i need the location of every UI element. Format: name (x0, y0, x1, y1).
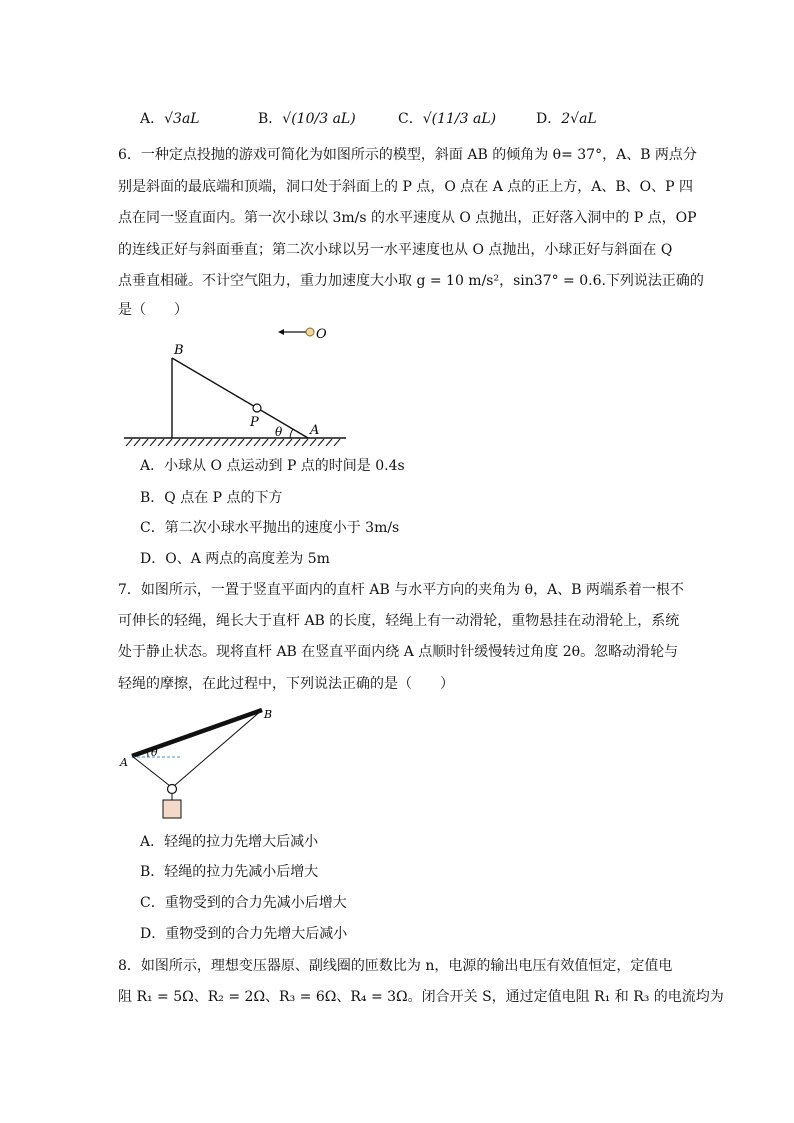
ball-o (306, 328, 314, 336)
q5-option-b (258, 108, 356, 128)
incline-ab (172, 358, 308, 438)
label-theta: θ (275, 425, 283, 439)
label-o: O (316, 327, 327, 342)
q7-option-c: C．重物受到的合力先减小后增大 (140, 895, 347, 911)
q6-option-b: B．Q 点在 P 点的下方 (140, 490, 283, 506)
q7-option-d: D．重物受到的合力先增大后减小 (140, 926, 348, 942)
q6-figure (118, 318, 358, 450)
q5-option-d-expr: 2√aL (561, 111, 597, 127)
q5-option-a-label: A． (140, 111, 165, 127)
q7-line-3: 处于静止状态。现将直杆 AB 在竖直平面内绕 A 点顺时针缓慢转过角度 2θ。忽略动滑轮与 (118, 644, 679, 660)
q6-option-c: C．第二次小球水平抛出的速度小于 3m/s (140, 520, 400, 536)
q6-line-5: 点垂直相碰。不计空气阻力，重力加速度大小取 g = 10 m/s²，sin37° = 0.6.下列说法正确的 (118, 273, 704, 289)
angle-arc (290, 429, 293, 438)
q5-option-b-label: B． (258, 111, 283, 127)
q7-option-a: A．轻绳的拉力先增大后减小 (140, 834, 319, 850)
q5-option-c (398, 108, 496, 128)
q5-option-d-label: D． (536, 111, 562, 127)
q6-line-4: 的连线正好与斜面垂直；第二次小球以另一水平速度也从 O 点抛出，小球正好与斜面在 Q (118, 242, 673, 258)
q7-line-1: 7．如图所示，一置于竖直平面内的直杆 AB 与水平方向的夹角为 θ，A、B 两端系着一根不 (118, 582, 684, 598)
label-a: A (120, 756, 128, 769)
label-b: B (174, 343, 184, 358)
label-a: A (310, 423, 320, 438)
q5-option-c-label: C． (398, 111, 423, 127)
q6-line-1: 6．一种定点投抛的游戏可简化为如图所示的模型，斜面 AB 的倾角为 θ= 37°，A、B 两点分 (118, 147, 697, 163)
q5-option-a-expr: √3aL (164, 111, 200, 127)
q6-option-d: D．O、A 两点的高度差为 5m (140, 551, 330, 567)
q5-option-a (140, 108, 200, 128)
q6-option-a: A．小球从 O 点运动到 P 点的时间是 0.4s (140, 458, 405, 474)
hole-p (253, 404, 261, 412)
q6-line-2: 别是斜面的最底端和顶端，洞口处于斜面上的 P 点，O 点在 A 点的正上方，A、B、O、P 四 (118, 179, 694, 195)
weight-block (163, 800, 181, 818)
q7-figure (118, 704, 288, 824)
q5-option-b-expr: √(10/3 aL) (282, 111, 356, 127)
q6-line-3: 点在同一竖直面内。第一次小球以 3m/s 的水平速度从 O 点抛出，正好落入洞中的 P 点，OP (118, 210, 697, 226)
q8-line-1: 8．如图所示，理想变压器原、副线圈的匝数比为 n，电源的输出电压有效值恒定，定值电 (118, 958, 673, 974)
rope-a (132, 756, 170, 786)
q5-option-d (536, 108, 597, 128)
pulley-icon (168, 785, 177, 794)
arrow-head-icon (278, 329, 284, 335)
label-p: P (250, 415, 259, 430)
q7-line-2: 可伸长的轻绳，绳长大于直杆 AB 的长度，轻绳上有一动滑轮，重物悬挂在动滑轮上，系统 (118, 613, 680, 629)
label-b: B (264, 708, 273, 721)
ground-hatching (126, 439, 340, 446)
rope-b (174, 710, 262, 786)
q5-option-c-expr: √(11/3 aL) (422, 111, 497, 127)
label-theta: θ (151, 746, 158, 759)
q6-line-6: 是（ ） (118, 302, 188, 318)
q7-option-b: B．轻绳的拉力先减小后增大 (140, 864, 319, 880)
q7-line-4: 轻绳的摩擦，在此过程中，下列说法正确的是（ ） (118, 676, 454, 692)
q8-line-2: 阻 R₁ = 5Ω、R₂ = 2Ω、R₃ = 6Ω、R₄ = 3Ω。闭合开关 S，通过定值电阻 R₁ 和 R₃ 的电流均为 (118, 989, 724, 1005)
